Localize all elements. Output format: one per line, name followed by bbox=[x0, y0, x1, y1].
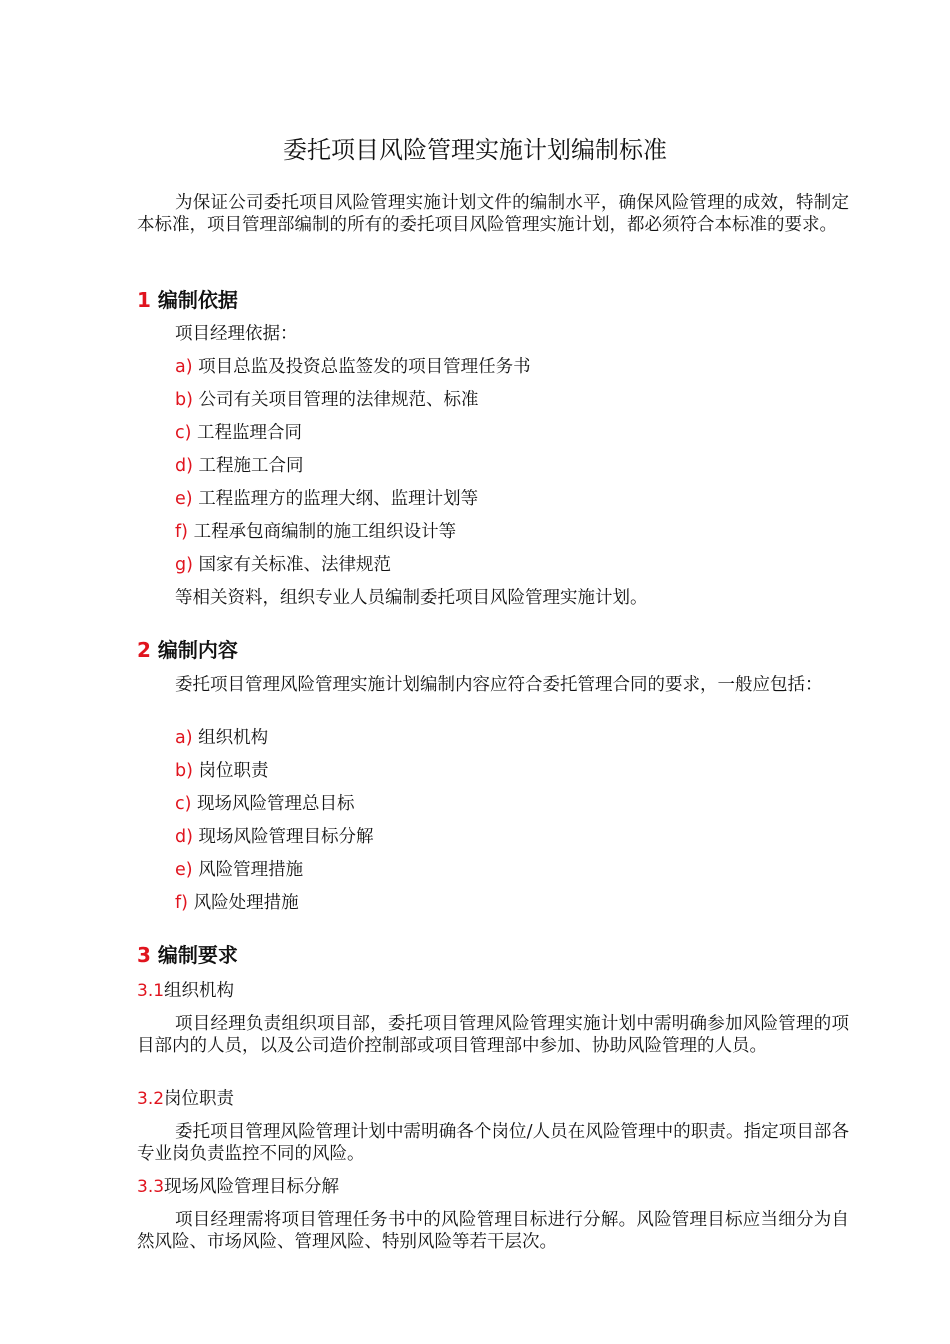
list-marker: b) bbox=[175, 390, 193, 410]
list-item bbox=[175, 726, 268, 750]
list-text: 风险处理措施 bbox=[193, 893, 299, 913]
intro-paragraph: 为保证公司委托项目风险管理实施计划文件的编制水平，确保风险管理的成效，特制定本标准，项目管理部编制的所有的委托项目风险管理实施计划，都必须符合本标准的要求。 bbox=[137, 193, 849, 235]
list-item bbox=[175, 421, 302, 445]
list-text: 现场风险管理总目标 bbox=[197, 794, 355, 814]
list-item bbox=[175, 825, 374, 849]
subsection-number: 3.3 bbox=[137, 1177, 165, 1197]
list-item bbox=[175, 553, 391, 577]
section-1-heading bbox=[137, 286, 238, 314]
list-marker: c) bbox=[175, 794, 192, 814]
subsection-number: 3.1 bbox=[137, 981, 165, 1001]
list-text: 现场风险管理目标分解 bbox=[198, 827, 374, 847]
list-item bbox=[175, 759, 269, 783]
list-marker: f) bbox=[175, 893, 188, 913]
list-text: 风险管理措施 bbox=[198, 860, 304, 880]
section-2-heading bbox=[137, 636, 238, 664]
section-3-heading bbox=[137, 941, 238, 969]
list-text: 国家有关标准、法律规范 bbox=[198, 555, 392, 575]
list-marker: g) bbox=[175, 555, 193, 575]
list-text: 工程监理方的监理大纲、监理计划等 bbox=[198, 489, 479, 509]
list-text: 工程施工合同 bbox=[198, 456, 304, 476]
list-text: 岗位职责 bbox=[198, 761, 269, 781]
list-marker: d) bbox=[175, 456, 193, 476]
subsection-heading bbox=[137, 1087, 234, 1111]
list-marker: a) bbox=[175, 728, 193, 748]
list-item bbox=[175, 388, 479, 412]
subsection-number: 3.2 bbox=[137, 1089, 165, 1109]
list-text: 工程监理合同 bbox=[197, 423, 303, 443]
list-item bbox=[175, 891, 299, 915]
list-item bbox=[175, 454, 304, 478]
list-text: 项目总监及投资总监签发的项目管理任务书 bbox=[198, 357, 531, 377]
subsection-body: 项目经理需将项目管理任务书中的风险管理目标进行分解。风险管理目标应当细分为自然风险、市场风险、管理风险、特别风险等若干层次。 bbox=[137, 1210, 849, 1252]
section-number: 2 bbox=[137, 638, 151, 662]
section-1-lead: 项目经理依据： bbox=[175, 324, 298, 344]
section-number: 3 bbox=[137, 943, 151, 967]
list-marker: e) bbox=[175, 489, 193, 509]
section-title: 编制要求 bbox=[157, 943, 238, 967]
section-number: 1 bbox=[137, 288, 151, 312]
section-title: 编制依据 bbox=[157, 288, 238, 312]
list-item bbox=[175, 858, 303, 882]
list-marker: c) bbox=[175, 423, 192, 443]
list-item bbox=[175, 792, 355, 816]
document-title: 委托项目风险管理实施计划编制标准 bbox=[283, 136, 667, 164]
list-item bbox=[175, 520, 456, 544]
list-text: 工程承包商编制的施工组织设计等 bbox=[193, 522, 457, 542]
list-marker: e) bbox=[175, 860, 193, 880]
subsection-body: 委托项目管理风险管理计划中需明确各个岗位/人员在风险管理中的职责。指定项目部各专业岗负责监控不同的风险。 bbox=[137, 1122, 849, 1164]
list-marker: f) bbox=[175, 522, 188, 542]
subsection-heading bbox=[137, 979, 234, 1003]
list-text: 公司有关项目管理的法律规范、标准 bbox=[198, 390, 479, 410]
list-marker: d) bbox=[175, 827, 193, 847]
subsection-body: 项目经理负责组织项目部，委托项目管理风险管理实施计划中需明确参加风险管理的项目部内的人员，以及公司造价控制部或项目管理部中参加、协助风险管理的人员。 bbox=[137, 1014, 849, 1056]
list-marker: a) bbox=[175, 357, 193, 377]
list-text: 组织机构 bbox=[198, 728, 269, 748]
list-item bbox=[175, 355, 531, 379]
list-item bbox=[175, 487, 478, 511]
section-title: 编制内容 bbox=[157, 638, 238, 662]
section-2-lead: 委托项目管理风险管理实施计划编制内容应符合委托管理合同的要求，一般应包括： bbox=[175, 675, 823, 695]
section-1-tail: 等相关资料，组织专业人员编制委托项目风险管理实施计划。 bbox=[175, 588, 648, 608]
subsection-title: 组织机构 bbox=[164, 981, 235, 1001]
subsection-title: 现场风险管理目标分解 bbox=[164, 1177, 340, 1197]
list-marker: b) bbox=[175, 761, 193, 781]
subsection-title: 岗位职责 bbox=[164, 1089, 235, 1109]
subsection-heading bbox=[137, 1175, 339, 1199]
